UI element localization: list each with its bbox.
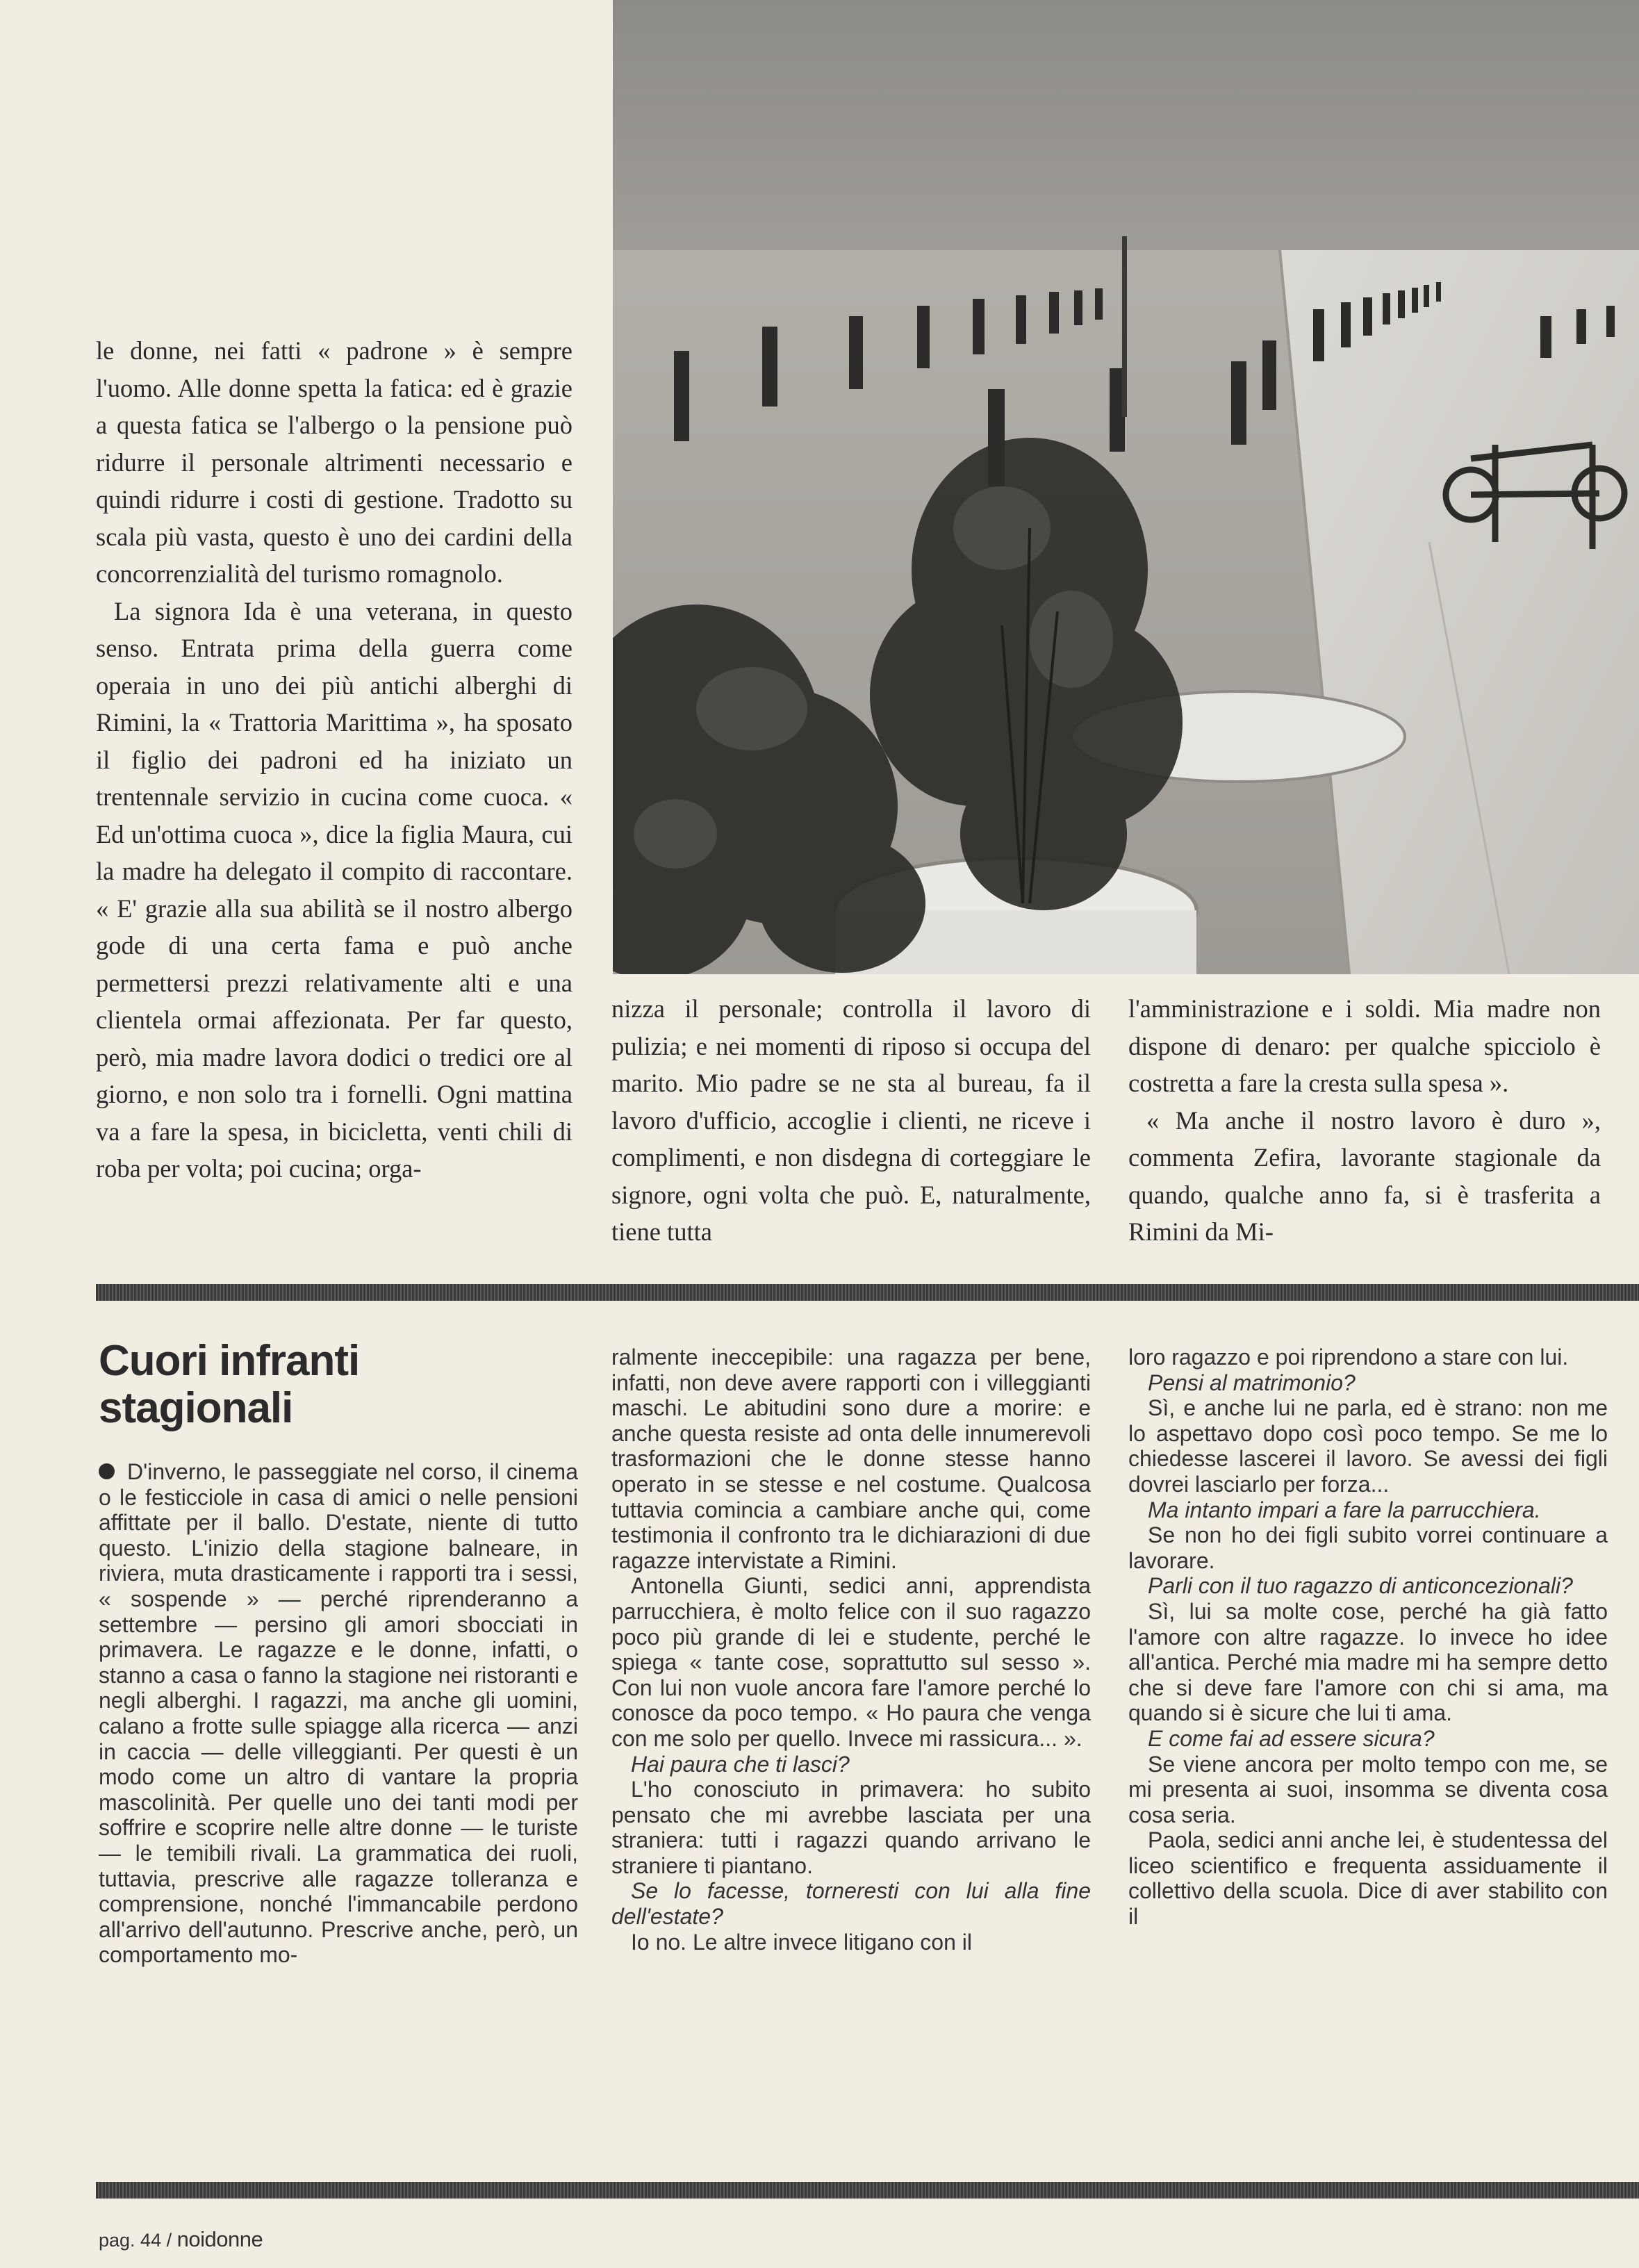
interview-question: Pensi al matrimonio? bbox=[1148, 1370, 1356, 1395]
top-divider bbox=[96, 1284, 1639, 1301]
article-paragraph: « Ma anche il nostro lavoro è duro », commenta Zefira, lavorante stagionale da quando, qualche anno fa, si è trasferita a Rimini da Mi- bbox=[1128, 1106, 1601, 1246]
interview-question: Ma intanto impari a fare la parrucchiera. bbox=[1148, 1497, 1541, 1522]
article-paragraph: La signora Ida è una veterana, in questo senso. Entrata prima della guerra come operaia in uno dei più antichi alberghi di Rimini, la « Trattoria Marittima », ha sposato il figlio dei padroni ed ha iniziato un trentennale servizio in cucina come cuoca. « Ed un'ottima cuoca », dice la figlia Maura, cui la madre ha delegato il compito di raccontare. « E' grazie alla sua abilità se il nostro albergo gode di una certa fama e può anche permettersi prezzi relativamente alti e una clientela ormai affezionata. Per far questo, però, mia madre lavora dodici o tredici ore al giorno, e non solo tra i fornelli. Ogni mattina va a fare la spesa, in bicicletta, venti chili di roba per volta; poi cucina; orga- bbox=[96, 596, 573, 1183]
interview-answer: Sì, e anche lui ne parla, ed è strano: non me lo aspettavo dopo così poco tempo. Se me lo chiedesse lascerei il lavoro. Se avessi dei figli dovrei lasciarlo per forza... bbox=[1128, 1395, 1608, 1497]
interview-question: Hai paura che ti lasci? bbox=[631, 1751, 850, 1777]
interview-answer: Se non ho dei figli subito vorrei continuare a lavorare. bbox=[1128, 1522, 1608, 1573]
article-paragraph: nizza il personale; controlla il lavoro di pulizia; e nei momenti di riposo si occupa del marito. Mio padre se ne sta al bureau, fa il lavoro d'ufficio, accoglie i clienti, ne riceve i complimenti, e non disdegna di corteggiare le signore, ogni volta che può. E, naturalmente, tiene tutta bbox=[611, 994, 1091, 1246]
interview-question: Se lo facesse, torneresti con lui alla fine dell'estate? bbox=[611, 1878, 1091, 1930]
article-column-2 bbox=[611, 990, 1091, 1251]
page-number: pag. 44 / bbox=[99, 2230, 172, 2251]
article-paragraph: le donne, nei fatti « padrone » è sempre l'uomo. Alle donne spetta la fatica: ed è grazie a questa fatica se l'albergo o la pensione può ridurre il personale altrimenti necessario e quindi ridurre i costi di gestione. Tradotto su scala più vasta, questo è uno dei cardini della concorrenzialità del turismo romagnolo. bbox=[96, 336, 573, 588]
interview-answer: Io no. Le altre invece litigano con il bbox=[631, 1929, 972, 1955]
box-headline-line-2: stagionali bbox=[99, 1384, 293, 1432]
box-paragraph: Antonella Giunti, sedici anni, apprendista parrucchiera, è molto felice con il suo ragazzo poco più grande di lei e studente, perché le spiega « tante cose, soprattutto sul sesso ». Con lui non vuole ancora fare l'amore perché lo conosce da poco tempo. « Ho paura che venga con me solo per quello. Invece mi rassicura... ». bbox=[611, 1573, 1091, 1751]
box-paragraph-text: D'inverno, le passeggiate nel corso, il cinema o le festicciole in casa di amici o nelle pensioni affittate per il ballo. D'estate, niente di tutto questo. L'inizio della stagione balneare, in riviera, muta drasticamente i rapporti tra i sessi, « sospende » — perché riprenderanno a settembre — persino gli amori sbocciati in primavera. Le ragazze e le donne, infatti, o stanno a casa o fanno la stagione nei ristoranti e negli alberghi. I ragazzi, ma anche gli uomini, calano a frotte sulle spiagge alla ricerca — anzi in caccia — delle villeggianti. Per questi è un modo come un altro di vantare la propria mascolinità. Per quelle uno dei tanti modi per soffrire e scoprire nelle altre donne — le turiste — le temibili rivali. La grammatica dei ruoli, tuttavia, prescrive alle ragazze tolleranza e comprensione, nonché l'immancabile perdono all'arrivo dell'autunno. Prescrive anche, però, un comportamento mo- bbox=[99, 1459, 578, 1968]
interview-answer: L'ho conosciuto in primavera: ho subito pensato che mi avrebbe lasciata per una straniera: tutti i ragazzi quando arrivano le straniere ti piantano. bbox=[611, 1777, 1091, 1878]
beach-photo bbox=[613, 0, 1639, 974]
interview-answer: Sì, lui sa molte cose, perché ha già fatto l'amore con altre ragazze. Io invece ho idee all'antica. Perché mia madre mi ha sempre detto che si deve fare l'amore con chi si ama, ma quando si è sicure che lui ti ama. bbox=[1128, 1598, 1608, 1726]
box-column-3 bbox=[1128, 1345, 1608, 1930]
interview-answer: loro ragazzo e poi riprendono a stare con lui. bbox=[1128, 1345, 1569, 1370]
page-footer bbox=[99, 2227, 263, 2252]
article-column-3 bbox=[1128, 990, 1601, 1251]
box-headline-line-1: Cuori infranti bbox=[99, 1337, 360, 1385]
box-column-2 bbox=[611, 1345, 1091, 1955]
box-column-1 bbox=[99, 1459, 578, 1968]
bottom-divider bbox=[96, 2182, 1639, 2199]
article-column-1 bbox=[96, 332, 573, 1188]
box-paragraph: ralmente ineccepibile: una ragazza per bene, infatti, non deve avere rapporti con i villeggianti maschi. Le abitudini sono dure a morire: e anche questa resiste ad onta delle innumerevoli trasformazioni che le donne stesse hanno operato in se stesse e nel costume. Qualcosa tuttavia comincia a cambiare anche qui, come testimonia il confronto tra le dichiarazioni di due ragazze intervistate a Rimini. bbox=[611, 1345, 1091, 1573]
magazine-name: noidonne bbox=[176, 2227, 263, 2251]
box-paragraph: Paola, sedici anni anche lei, è studentessa del liceo scientifico e frequenta assiduamente il collettivo della scuola. Dice di aver stabilito con il bbox=[1128, 1827, 1608, 1930]
box-paragraph bbox=[99, 1459, 578, 1968]
interview-answer: Se viene ancora per molto tempo con me, se mi presenta ai suoi, insomma se diventa cosa cosa seria. bbox=[1128, 1751, 1608, 1827]
box-headline bbox=[99, 1338, 474, 1432]
interview-question: Parli con il tuo ragazzo di anticoncezionali? bbox=[1148, 1573, 1573, 1599]
bullet-icon bbox=[99, 1463, 115, 1479]
interview-question: E come fai ad essere sicura? bbox=[1148, 1725, 1435, 1751]
article-paragraph: l'amministrazione e i soldi. Mia madre non dispone di denaro: per qualche spicciolo è costretta a fare la cresta sulla spesa ». bbox=[1128, 994, 1601, 1097]
